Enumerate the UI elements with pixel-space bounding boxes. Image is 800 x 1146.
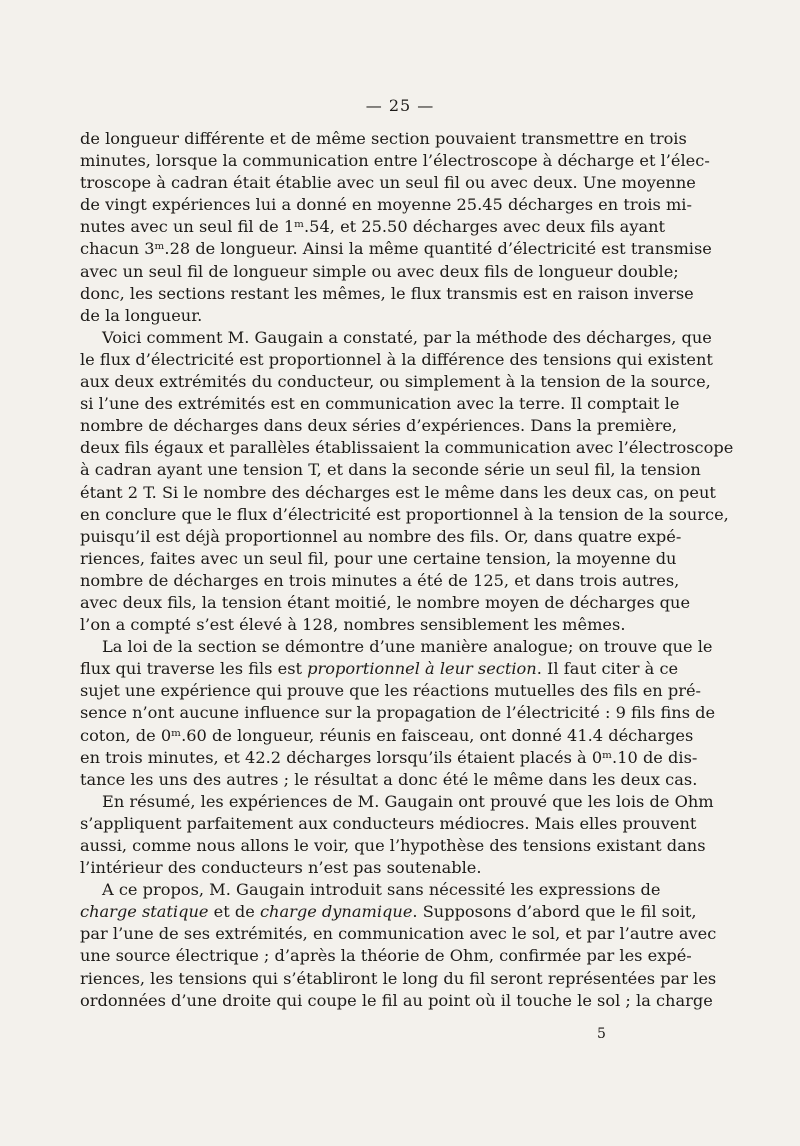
text-line: deux fils égaux et parallèles établissaient la communication avec l’électroscope: [80, 438, 734, 458]
text-line: une source électrique ; d’après la théorie de Ohm, confirmée par les expé-: [80, 946, 692, 966]
text-line: ordonnées d’une droite qui coupe le fil au point où il touche le sol ; la charge: [80, 990, 713, 1010]
text-line: en trois minutes, et 42.2 décharges lorsqu’ils étaient placés à 0ᵐ.10 de dis-: [80, 747, 698, 767]
text-line: donc, les sections restant les mêmes, le flux transmis est en raison inverse: [80, 283, 694, 303]
emphasis-text: proportionnel à leur section: [307, 659, 537, 679]
text-line: en conclure que le flux d’électricité est proportionnel à la tension de la source,: [80, 504, 729, 524]
signature-mark: 5: [597, 1026, 606, 1042]
text-line: troscope à cadran était établie avec un seul fil ou avec deux. Une moyenne: [80, 173, 696, 193]
text-line: si l’une des extrémités est en communication avec la terre. Il comptait le: [80, 394, 680, 414]
text-line: chacun 3ᵐ.28 de longueur. Ainsi la même quantité d’électricité est transmise: [80, 239, 712, 259]
text-line: le flux d’électricité est proportionnel à la différence des tensions qui existent: [80, 349, 713, 369]
text-line: coton, de 0ᵐ.60 de longueur, réunis en faisceau, ont donné 41.4 décharges: [80, 725, 694, 745]
text-line: s’appliquent parfaitement aux conducteurs médiocres. Mais elles prouvent: [80, 813, 697, 833]
text-line: aussi, comme nous allons le voir, que l’hypothèse des tensions existant dans: [80, 836, 706, 855]
text-line: l’on a compté s’est élevé à 128, nombres sensiblement les mêmes.: [80, 615, 626, 635]
page-number: — 25 —: [365, 96, 435, 115]
text-line: A ce propos, M. Gaugain introduit sans nécessité les expressions de: [102, 880, 661, 900]
text-line: à cadran ayant une tension T, et dans la seconde série un seul fil, la tension: [80, 460, 701, 480]
text-line: tance les uns des autres ; le résultat a donc été le même dans les deux cas.: [80, 769, 698, 789]
text-line: de longueur différente et de même section pouvaient transmettre en trois: [80, 129, 687, 148]
text-line: riences, faites avec un seul fil, pour une certaine tension, la moyenne du: [80, 548, 677, 568]
text-line: par l’une de ses extrémités, en communication avec le sol, et par l’autre avec: [80, 924, 717, 944]
body-text: [80, 128, 734, 1012]
text-line: nutes avec un seul fil de 1ᵐ.54, et 25.50 décharges avec deux fils ayant: [80, 217, 666, 237]
text-line: aux deux extrémités du conducteur, ou simplement à la tension de la source,: [80, 372, 711, 392]
text-line: Voici comment M. Gaugain a constaté, par la méthode des décharges, que: [102, 327, 712, 347]
text-line: flux qui traverse les fils est proportionnel à leur section. Il faut citer à ce: [80, 659, 679, 679]
text-line: riences, les tensions qui s’établiront le long du fil seront représentées par les: [80, 968, 717, 988]
text-line: La loi de la section se démontre d’une manière analogue; on trouve que le: [102, 637, 713, 657]
text-line: avec deux fils, la tension étant moitié, le nombre moyen de décharges que: [80, 592, 691, 612]
text-line: sujet une expérience qui prouve que les réactions mutuelles des fils en pré-: [80, 681, 702, 701]
text-line: nombre de décharges dans deux séries d’expériences. Dans la première,: [80, 416, 678, 436]
text-line: de vingt expériences lui a donné en moyenne 25.45 décharges en trois mi-: [80, 195, 692, 215]
text-line: charge statique et de charge dynamique. Supposons d’abord que le fil soit,: [80, 902, 697, 922]
text-line: minutes, lorsque la communication entre l’électroscope à décharge et l’élec-: [80, 151, 710, 171]
text-line: l’intérieur des conducteurs n’est pas soutenable.: [80, 858, 482, 878]
emphasis-text: charge statique: [80, 902, 209, 922]
text-line: de la longueur.: [80, 305, 203, 325]
text-line: nombre de décharges en trois minutes a été de 125, et dans trois autres,: [80, 570, 680, 590]
text-line: avec un seul fil de longueur simple ou avec deux fils de longueur double;: [80, 261, 679, 281]
emphasis-text: charge dynamique: [259, 902, 413, 922]
text-line: sence n’ont aucune influence sur la propagation de l’électricité : 9 fils fins de: [80, 703, 716, 723]
text-line: puisqu’il est déjà proportionnel au nombre des fils. Or, dans quatre expé-: [80, 526, 682, 546]
text-line: En résumé, les expériences de M. Gaugain ont prouvé que les lois de Ohm: [102, 791, 714, 811]
text-line: étant 2 T. Si le nombre des décharges est le même dans les deux cas, on peut: [80, 482, 716, 502]
